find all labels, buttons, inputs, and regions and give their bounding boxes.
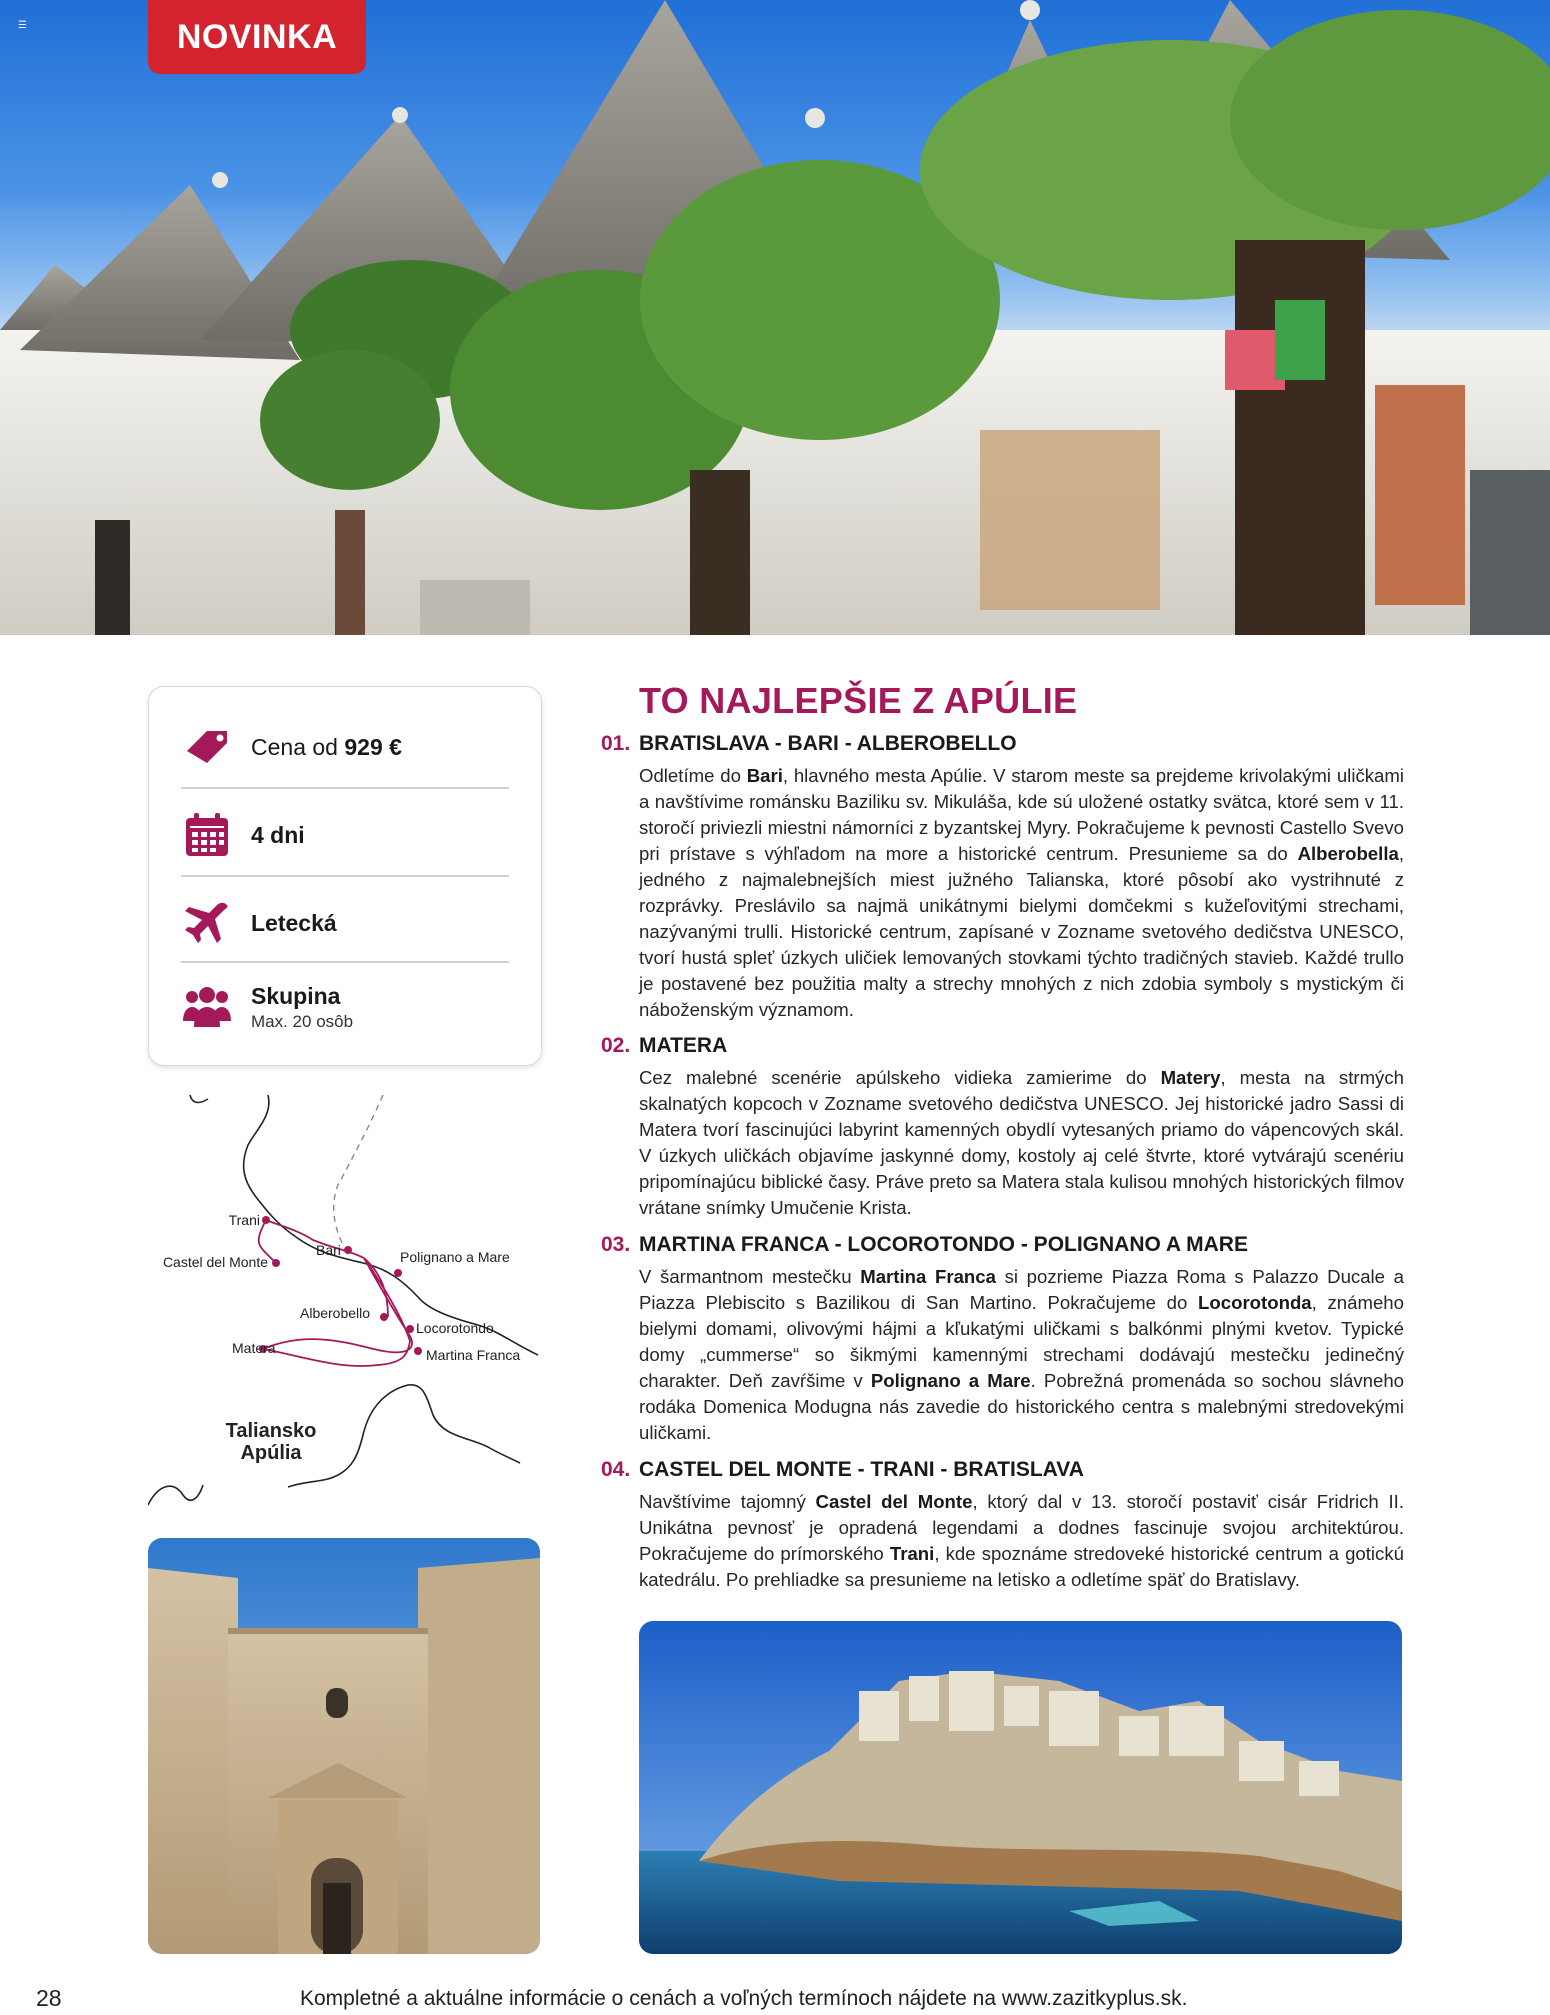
day-description bbox=[639, 1264, 1404, 1446]
day-description bbox=[639, 763, 1404, 1023]
map-point-locorotondo bbox=[406, 1325, 414, 1333]
transport-value: Letecká bbox=[251, 909, 337, 936]
highlighted-place: Polignano a Mare bbox=[870, 1370, 1031, 1391]
description-text: . Pobrežná promenáda so sochou slávneho rodáka Domenica Modugna nás zavedie do historického centra s malebnými stredovekými uličkami. bbox=[639, 1370, 1404, 1443]
map-point-castel bbox=[272, 1259, 280, 1267]
day-description bbox=[639, 1489, 1404, 1593]
day-number: 01. bbox=[601, 732, 631, 755]
itinerary-day-3 bbox=[601, 1233, 1411, 1446]
itinerary-day-4 bbox=[601, 1458, 1411, 1593]
card-divider bbox=[181, 787, 509, 789]
day-number: 02. bbox=[601, 1034, 631, 1057]
page-title: TO NAJLEPŠIE Z APÚLIE bbox=[639, 680, 1078, 721]
map-label-castel: Castel del Monte bbox=[162, 1254, 268, 1270]
map-point-martina bbox=[414, 1347, 422, 1355]
day-number: 04. bbox=[601, 1458, 631, 1481]
airplane-icon bbox=[181, 897, 233, 949]
map-point-polignano bbox=[394, 1269, 402, 1277]
description-text: , ktorý dal v 13. storočí postaviť cisár Fridrich II. Unikátna pevnosť je opradená legendami a dodnes fascinuje svojou architektúrou. Pokračujeme do prímorského bbox=[639, 1491, 1404, 1564]
description-text: Cez malebné scenérie apúlskeho vidieka zamierime do bbox=[639, 1067, 1161, 1088]
itinerary-day-2 bbox=[601, 1034, 1411, 1221]
route-map bbox=[148, 1085, 548, 1515]
day-heading: CASTEL DEL MONTE - TRANI - BRATISLAVA bbox=[639, 1458, 1084, 1481]
card-divider bbox=[181, 875, 509, 877]
description-text: , kde spoznáme stredoveké historické centrum a gotickú katedrálu. Po prehliadke sa presunieme na letisko a odletíme späť do Bratislavy. bbox=[639, 1543, 1404, 1590]
hero-photo bbox=[0, 0, 1550, 635]
map-label-trani: Trani bbox=[228, 1212, 260, 1228]
page-number: 28 bbox=[36, 1985, 62, 2011]
highlighted-place: Bari bbox=[746, 765, 783, 786]
group-people-icon bbox=[181, 981, 233, 1033]
description-text: Odletíme do bbox=[639, 765, 747, 786]
footer-note: Kompletné a aktuálne informácie o cenách a voľných termínoch nájdete na www.zazitkyplus.sk. bbox=[300, 1987, 1188, 2010]
map-point-bari bbox=[344, 1246, 352, 1254]
highlighted-place: Trani bbox=[889, 1543, 935, 1564]
map-label-polignano: Polignano a Mare bbox=[400, 1249, 510, 1265]
day-description bbox=[639, 1065, 1404, 1221]
description-text: si pozrieme Piazza Roma s Palazzo Ducale a Piazza Plebiscito s Bazilikou di San Martino. Pokračujeme do bbox=[639, 1266, 1404, 1313]
menu-icon: ☰ bbox=[18, 20, 27, 31]
map-label-matera: Matera bbox=[232, 1340, 276, 1356]
description-text: , známeho bielymi domami, olivovými hájmi a kľukatými uličkami s balkónmi plnými kvetov. Typické domy „cummerse“ so šikmými kamennými strechami dodávajú mestečku jedinečný charakter. Deň zavŕšime v bbox=[639, 1292, 1404, 1391]
highlighted-place: Martina Franca bbox=[860, 1266, 996, 1287]
highlighted-place: Castel del Monte bbox=[815, 1491, 973, 1512]
map-label-martina: Martina Franca bbox=[426, 1347, 521, 1363]
day-heading: MARTINA FRANCA - LOCOROTONDO - POLIGNANO A MARE bbox=[639, 1233, 1248, 1256]
price-tag-icon bbox=[181, 721, 233, 773]
group-sub: Max. 20 osôb bbox=[251, 1011, 354, 1031]
trip-info-card bbox=[148, 686, 542, 1066]
map-point-alberobello bbox=[380, 1313, 388, 1321]
card-divider bbox=[181, 961, 509, 963]
castel-del-monte-photo bbox=[148, 1538, 540, 1954]
price-row bbox=[181, 721, 509, 773]
group-title: Skupina bbox=[251, 982, 341, 1009]
itinerary-day-1 bbox=[601, 732, 1411, 1023]
transport-row bbox=[181, 897, 509, 949]
group-row bbox=[181, 981, 509, 1033]
map-label-locorotondo: Locorotondo bbox=[416, 1320, 494, 1336]
description-text: Navštívime tajomný bbox=[639, 1491, 816, 1512]
description-text: V šarmantnom mestečku bbox=[639, 1266, 861, 1287]
polignano-a-mare-photo bbox=[639, 1621, 1402, 1954]
description-text: , mesta na strmých skalnatých kopcoch v Zozname svetového dedičstva UNESCO. Jej historické jadro Sassi di Matera tvorí fascinujúci labyrint kamenných obydlí vytesaných priamo do vápencových skál. V úzkych uličkách objavíme jaskynné domy, kostoly aj celé štvrte, ktoré vytvárajú scenériu pripomínajúcu biblické časy. Práve preto sa Matera stala kulisou mnohých historických filmov vrátane snímky Umučenie Krista. bbox=[639, 1067, 1404, 1218]
day-heading: MATERA bbox=[639, 1034, 728, 1057]
map-region-name: Apúlia bbox=[240, 1442, 302, 1464]
map-point-trani bbox=[262, 1216, 270, 1224]
highlighted-place: Alberobella bbox=[1297, 843, 1399, 864]
highlighted-place: Locorotonda bbox=[1198, 1292, 1312, 1313]
novinka-badge: NOVINKA bbox=[148, 0, 366, 74]
price-value: 929 € bbox=[344, 733, 402, 760]
description-text: , hlavného mesta Apúlie. V starom meste sa prejdeme krivolakými uličkami a navštívime románsku Baziliku sv. Mikuláša, kde sú uložené ostatky svätca, ktoré sem v 11. storočí priviezli miestni námorníci z byzantskej Myry. Pokračujeme k pevnosti Castello Svevo pri prístave s výhľadom na more a historické centrum. Presunieme sa do bbox=[639, 765, 1404, 864]
price-label: Cena od bbox=[251, 733, 338, 760]
duration-value: 4 dni bbox=[251, 821, 305, 848]
day-number: 03. bbox=[601, 1233, 631, 1256]
description-text: , jedného z najmalebnejších miest južného Talianska, ktoré pôsobí ako vystrihnuté z rozprávky. Preslávilo sa najmä unikátnymi bielymi domčekmi s kužeľovitými strechami, nazývanými trulli. Historické centrum, zapísané v Zozname svetového dedičstva UNESCO, tvorí hustá spleť úzkych uličiek lemovaných stovkami týchto tradičných stavieb. Každé trullo je postavené bez použitia malty a strechy mnohých z nich zdobia symboly s mystickým či náboženským významom. bbox=[639, 843, 1404, 1020]
day-heading: BRATISLAVA - BARI - ALBEROBELLO bbox=[639, 732, 1017, 755]
trulli-houses-illustration bbox=[0, 0, 1550, 635]
map-label-bari: Bari bbox=[316, 1242, 341, 1258]
duration-row bbox=[181, 809, 509, 861]
calendar-icon bbox=[181, 809, 233, 861]
highlighted-place: Matery bbox=[1160, 1067, 1221, 1088]
map-label-alberobello: Alberobello bbox=[300, 1305, 371, 1321]
map-region-country: Taliansko bbox=[225, 1420, 317, 1442]
